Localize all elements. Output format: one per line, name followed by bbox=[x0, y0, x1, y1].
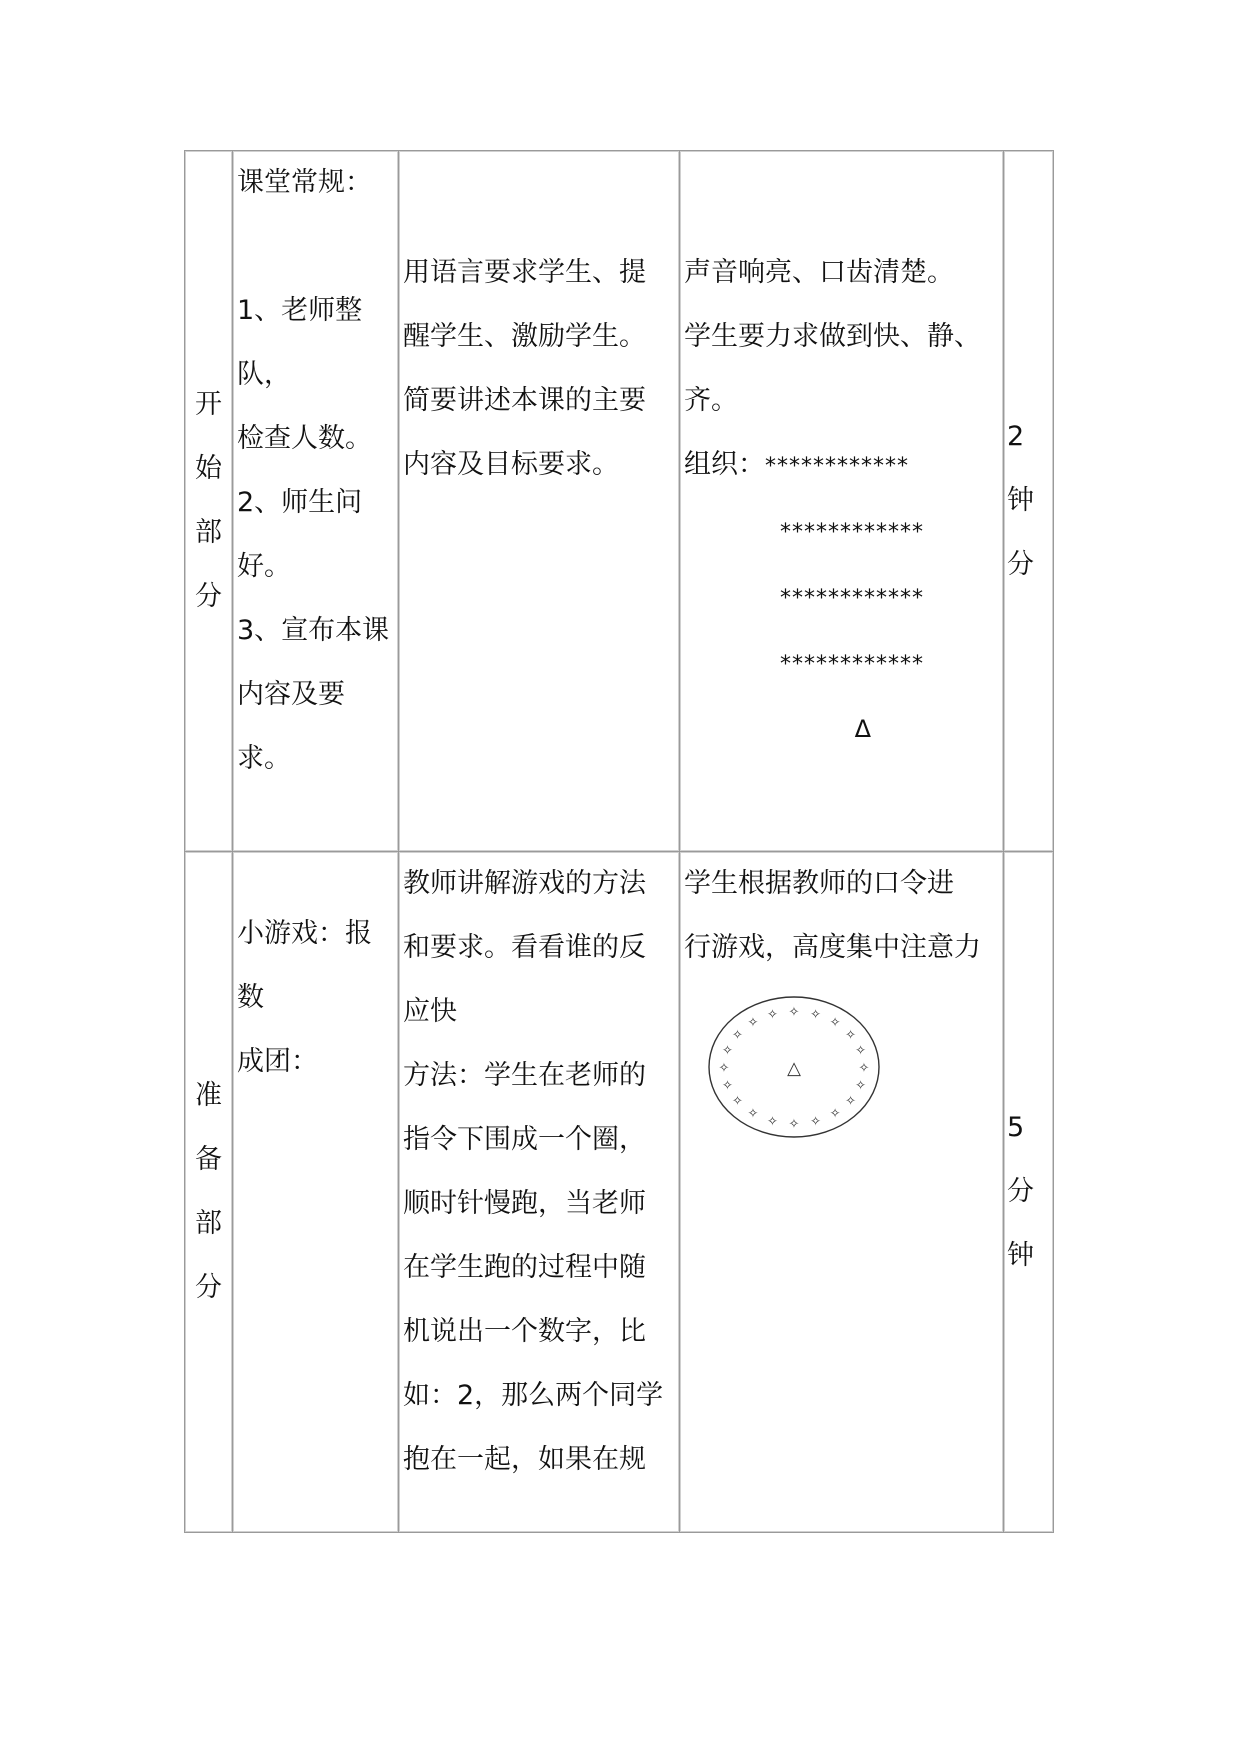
time-char: 钟 bbox=[1007, 1240, 1034, 1271]
formation-row bbox=[684, 499, 1001, 565]
content-line: 小游戏：报数 bbox=[237, 918, 372, 1013]
content-line: 检查人数。 bbox=[237, 423, 372, 454]
student-line: 声音响亮、口齿清楚。 bbox=[684, 257, 954, 288]
start-content-cell bbox=[233, 151, 399, 852]
teacher-line: 内容及目标要求。 bbox=[403, 449, 619, 480]
student-mark: ✧ bbox=[810, 1114, 822, 1130]
student-mark: ✧ bbox=[788, 1117, 800, 1132]
content-line: 2、师生问好。 bbox=[237, 487, 363, 582]
start-time-cell bbox=[1004, 151, 1054, 852]
student-mark: ✧ bbox=[855, 1078, 867, 1094]
student-mark: ✧ bbox=[788, 1005, 800, 1020]
teacher-line: 方法：学生在老师的 bbox=[403, 1060, 646, 1091]
student-mark: ✧ bbox=[858, 1061, 870, 1076]
teacher-line: 简要讲述本课的主要 bbox=[403, 385, 646, 416]
content-line: 内容及要求。 bbox=[237, 679, 345, 774]
student-mark: ✧ bbox=[721, 1043, 733, 1059]
part-label-char: 备 bbox=[195, 1144, 222, 1175]
part-label-char: 始 bbox=[195, 453, 222, 484]
student-mark: ✧ bbox=[747, 1106, 759, 1122]
formation-row bbox=[684, 433, 1001, 499]
student-mark: ✧ bbox=[721, 1078, 733, 1094]
formation-stars: ************ bbox=[780, 652, 924, 677]
student-mark: ✧ bbox=[718, 1061, 730, 1076]
teacher-line: 顺时针慢跑，当老师 bbox=[403, 1188, 646, 1219]
time-char: 分 bbox=[1007, 1176, 1034, 1207]
student-mark: ✧ bbox=[829, 1015, 841, 1031]
content-line: 3、宣布本课 bbox=[237, 615, 390, 646]
prep-student-cell bbox=[680, 852, 1004, 1533]
teacher-position-mark: Δ bbox=[854, 715, 871, 743]
teacher-line: 指令下围成一个圈， bbox=[403, 1124, 646, 1155]
prep-time-cell bbox=[1004, 852, 1054, 1533]
student-line: 学生根据教师的口令进 bbox=[684, 868, 954, 899]
organization-label: 组织： bbox=[684, 449, 765, 480]
teacher-line: 用语言要求学生、提 bbox=[403, 257, 646, 288]
time-char: 5 bbox=[1007, 1112, 1025, 1143]
circle-formation-diagram bbox=[704, 992, 884, 1142]
prep-teacher-cell bbox=[399, 852, 680, 1533]
start-teacher-cell bbox=[399, 151, 680, 852]
prep-part-label bbox=[185, 852, 233, 1533]
teacher-line: 抱在一起，如果在规 bbox=[403, 1444, 646, 1475]
time-char: 2 bbox=[1007, 421, 1025, 452]
formation-row bbox=[684, 565, 1001, 631]
time-char: 分 bbox=[1007, 549, 1034, 580]
student-mark: ✧ bbox=[766, 1114, 778, 1130]
content-line: 课堂常规： bbox=[237, 167, 372, 198]
teacher-line: 机说出一个数字，比 bbox=[403, 1316, 646, 1347]
part-label-char: 部 bbox=[195, 517, 222, 548]
teacher-line: 在学生跑的过程中随 bbox=[403, 1252, 646, 1283]
student-line: 齐。 bbox=[684, 385, 738, 416]
content-line: 1、老师整队， bbox=[237, 295, 363, 390]
formation-stars: ************ bbox=[765, 454, 909, 479]
student-line: 学生要力求做到快、静、 bbox=[684, 321, 981, 352]
teacher-line: 醒学生、激励学生。 bbox=[403, 321, 646, 352]
teacher-line: 应快 bbox=[403, 996, 457, 1027]
teacher-line: 和要求。看看谁的反 bbox=[403, 932, 646, 963]
time-char: 钟 bbox=[1007, 485, 1034, 516]
prep-content-cell bbox=[233, 852, 399, 1533]
part-label-char: 分 bbox=[195, 581, 222, 612]
start-part-label bbox=[185, 151, 233, 852]
student-mark: ✧ bbox=[855, 1043, 867, 1059]
student-mark: ✧ bbox=[845, 1093, 857, 1109]
student-mark: ✧ bbox=[731, 1028, 743, 1044]
student-mark: ✧ bbox=[747, 1015, 759, 1031]
prep-section-row bbox=[185, 852, 1054, 1533]
content-line: 成团： bbox=[237, 1046, 318, 1077]
student-mark: ✧ bbox=[766, 1007, 778, 1023]
student-mark: ✧ bbox=[731, 1093, 743, 1109]
teacher-line: 教师讲解游戏的方法 bbox=[403, 868, 646, 899]
student-mark: ✧ bbox=[829, 1106, 841, 1122]
part-label-char: 开 bbox=[195, 389, 222, 420]
lesson-plan-table bbox=[184, 150, 1054, 1533]
student-mark: ✧ bbox=[810, 1007, 822, 1023]
start-student-cell bbox=[680, 151, 1004, 852]
student-mark: ✧ bbox=[845, 1028, 857, 1044]
part-label-char: 准 bbox=[195, 1080, 222, 1111]
formation-row bbox=[684, 631, 1001, 697]
formation-stars: ************ bbox=[780, 586, 924, 611]
start-section-row bbox=[185, 151, 1054, 852]
teacher-line: 如：2，那么两个同学 bbox=[403, 1380, 664, 1411]
part-label-char: 分 bbox=[195, 1272, 222, 1303]
formation-stars: ************ bbox=[780, 520, 924, 545]
teacher-center-mark: △ bbox=[787, 1058, 801, 1079]
student-line: 行游戏，高度集中注意力 bbox=[684, 932, 981, 963]
part-label-char: 部 bbox=[195, 1208, 222, 1239]
